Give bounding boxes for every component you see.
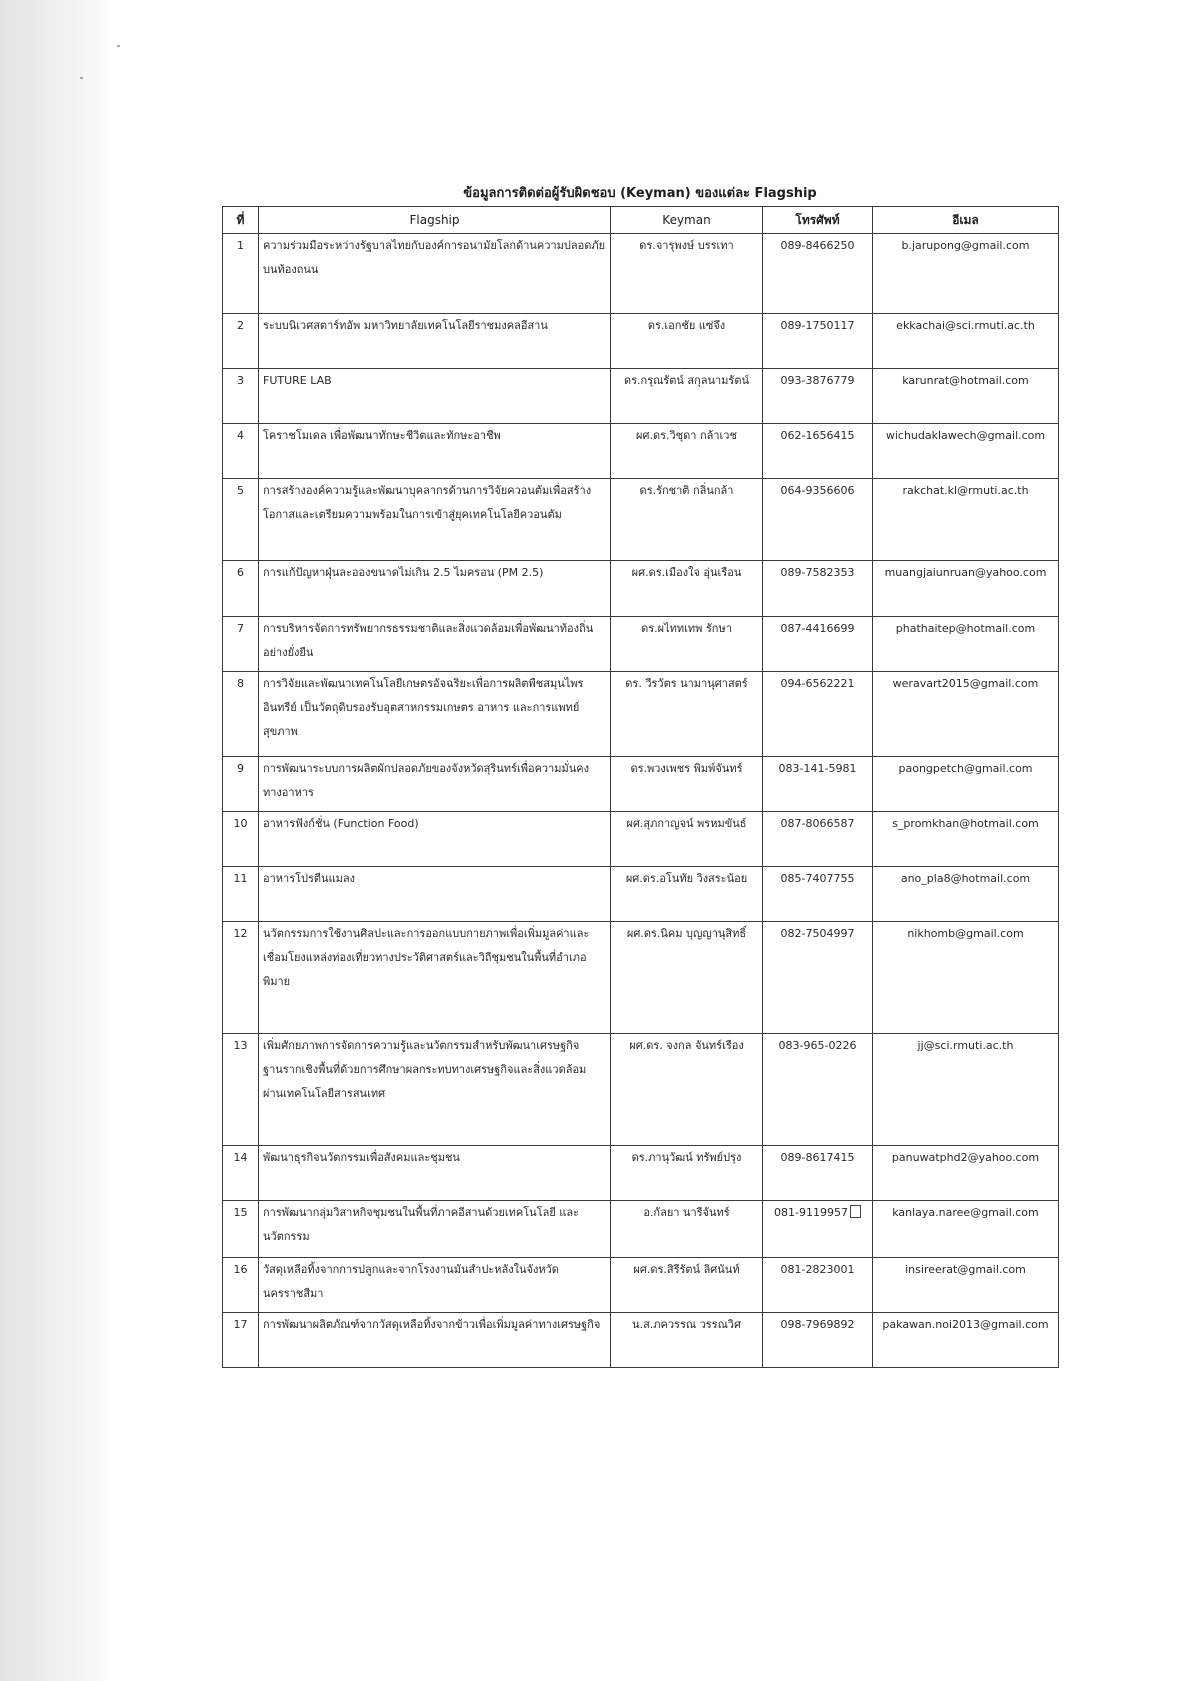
scan-speck: [80, 77, 83, 79]
cell-email: kanlaya.naree@gmail.com: [873, 1201, 1059, 1258]
cell-phone: 089-8617415: [763, 1146, 873, 1201]
header-flagship: Flagship: [259, 207, 611, 234]
cell-email: pakawan.noi2013@gmail.com: [873, 1313, 1059, 1368]
cell-phone: 089-7582353: [763, 561, 873, 617]
cell-no: 3: [223, 369, 259, 424]
cell-keyman: ผศ.ดร. จงกล จันทร์เรือง: [611, 1034, 763, 1146]
cell-no: 12: [223, 922, 259, 1034]
cell-email: rakchat.kl@rmuti.ac.th: [873, 479, 1059, 561]
phone-text: 081-9119957: [774, 1206, 848, 1219]
table-row: [223, 234, 1059, 314]
document-title: ข้อมูลการติดต่อผู้รับผิดชอบ (Keyman) ของแต่ละ Flagship: [463, 186, 817, 201]
cell-email: paongpetch@gmail.com: [873, 757, 1059, 812]
scan-shadow-edge: [0, 0, 112, 1681]
cell-no: 15: [223, 1201, 259, 1258]
cell-flagship: นวัตกรรมการใช้งานศิลปะและการออกแบบกายภาพเพื่อเพิ่มมูลค่าและเชื่อมโยงแหล่งท่องเที่ยวทางประวัติศาสตร์และวิถีชุมชนในพื้นที่อำเภอพิมาย: [259, 922, 611, 1034]
cell-phone: 089-1750117: [763, 314, 873, 369]
cell-keyman: น.ส.ภควรรณ วรรณวิศ: [611, 1313, 763, 1368]
table-row: [223, 424, 1059, 479]
cell-no: 2: [223, 314, 259, 369]
cell-phone: 085-7407755: [763, 867, 873, 922]
cell-phone: 098-7969892: [763, 1313, 873, 1368]
table-row: [223, 812, 1059, 867]
cell-email: ekkachai@sci.rmuti.ac.th: [873, 314, 1059, 369]
cell-flagship: FUTURE LAB: [259, 369, 611, 424]
cell-keyman: ผศ.ดร.นิคม บุญญานุสิทธิ์: [611, 922, 763, 1034]
cell-no: 16: [223, 1258, 259, 1313]
cell-keyman: ดร. วีรวัตร นามานุศาสตร์: [611, 672, 763, 757]
cell-keyman: ผศ.ดร.เมืองใจ อุ่นเรือน: [611, 561, 763, 617]
cell-email: insireerat@gmail.com: [873, 1258, 1059, 1313]
cell-flagship: การแก้ปัญหาฝุ่นละอองขนาดไม่เกิน 2.5 ไมครอน (PM 2.5): [259, 561, 611, 617]
cell-keyman: ดร.ผไททเทพ รักษา: [611, 617, 763, 672]
cell-no: 9: [223, 757, 259, 812]
cell-email: phathaitep@hotmail.com: [873, 617, 1059, 672]
cell-keyman: ผศ.ดร.อโนทัย วิงสระน้อย: [611, 867, 763, 922]
cell-flagship: อาหารโปรตีนแมลง: [259, 867, 611, 922]
cell-no: 4: [223, 424, 259, 479]
cell-phone: 087-8066587: [763, 812, 873, 867]
cell-keyman: ดร.พวงเพชร พิมพ์จันทร์: [611, 757, 763, 812]
table-row: [223, 757, 1059, 812]
cell-phone: 064-9356606: [763, 479, 873, 561]
cell-keyman: ดร.รักชาติ กลิ่นกล้า: [611, 479, 763, 561]
cell-phone: 093-3876779: [763, 369, 873, 424]
checkbox-square: [850, 1205, 861, 1218]
cell-email: wichudaklawech@gmail.com: [873, 424, 1059, 479]
cell-no: 6: [223, 561, 259, 617]
cell-flagship: พัฒนาธุรกิจนวัตกรรมเพื่อสังคมและชุมชน: [259, 1146, 611, 1201]
header-phone: โทรศัพท์: [763, 207, 873, 234]
table-row: [223, 479, 1059, 561]
cell-phone: [763, 1201, 873, 1258]
table-row: [223, 561, 1059, 617]
cell-flagship: การบริหารจัดการทรัพยากรธรรมชาติและสิ่งแวดล้อมเพื่อพัฒนาท้องถิ่นอย่างยั่งยืน: [259, 617, 611, 672]
table-row: [223, 369, 1059, 424]
cell-flagship: ความร่วมมือระหว่างรัฐบาลไทยกับองค์การอนามัยโลกด้านความปลอดภัยบนท้องถนน: [259, 234, 611, 314]
cell-email: nikhomb@gmail.com: [873, 922, 1059, 1034]
cell-email: ano_pla8@hotmail.com: [873, 867, 1059, 922]
keyman-contact-table: [222, 206, 1059, 1368]
cell-keyman: อ.กัลยา นารีจันทร์: [611, 1201, 763, 1258]
table-row: [223, 1146, 1059, 1201]
cell-flagship: การสร้างองค์ความรู้และพัฒนาบุคลากรด้านการวิจัยควอนตัมเพื่อสร้างโอกาสและเตรียมความพร้อมในการเข้าสู่ยุคเทคโนโลยีควอนตัม: [259, 479, 611, 561]
cell-flagship: เพิ่มศักยภาพการจัดการความรู้และนวัตกรรมสำหรับพัฒนาเศรษฐกิจฐานรากเชิงพื้นที่ด้วยการศึกษาผลกระทบทางเศรษฐกิจและสิ่งแวดล้อมผ่านเทคโนโลยีสารสนเทศ: [259, 1034, 611, 1146]
cell-flagship: การพัฒนาผลิตภัณฑ์จากวัสดุเหลือทิ้งจากข้าวเพื่อเพิ่มมูลค่าทางเศรษฐกิจ: [259, 1313, 611, 1368]
cell-keyman: ผศ.ดร.สิรีรัตน์ ลิศนันท์: [611, 1258, 763, 1313]
table-row: [223, 1313, 1059, 1368]
cell-keyman: ผศ.สุภกาญจน์ พรหมขันธ์: [611, 812, 763, 867]
table-row: [223, 617, 1059, 672]
cell-email: jj@sci.rmuti.ac.th: [873, 1034, 1059, 1146]
cell-phone: 094-6562221: [763, 672, 873, 757]
cell-keyman: ดร.จารุพงษ์ บรรเทา: [611, 234, 763, 314]
cell-flagship: ระบบนิเวศสตาร์ทอัพ มหาวิทยาลัยเทคโนโลยีราชมงคลอีสาน: [259, 314, 611, 369]
header-email: อีเมล: [873, 207, 1059, 234]
cell-phone: 089-8466250: [763, 234, 873, 314]
cell-keyman: ดร.ภานุวัฒน์ ทรัพย์ปรุง: [611, 1146, 763, 1201]
cell-phone: 082-7504997: [763, 922, 873, 1034]
table-row: [223, 1201, 1059, 1258]
table-row: [223, 672, 1059, 757]
header-no: ที่: [223, 207, 259, 234]
cell-flagship: การวิจัยและพัฒนาเทคโนโลยีเกษตรอัจฉริยะเพื่อการผลิตพืชสมุนไพรอินทรีย์ เป็นวัตถุดิบรองรับอุตสาหกรรมเกษตร อาหาร และการแพทย์สุขภาพ: [259, 672, 611, 757]
cell-phone: 083-141-5981: [763, 757, 873, 812]
table-row: [223, 1258, 1059, 1313]
cell-keyman: ผศ.ดร.วิชุดา กล้าเวช: [611, 424, 763, 479]
cell-email: s_promkhan@hotmail.com: [873, 812, 1059, 867]
cell-email: karunrat@hotmail.com: [873, 369, 1059, 424]
table-row: [223, 314, 1059, 369]
cell-phone: 062-1656415: [763, 424, 873, 479]
cell-no: 7: [223, 617, 259, 672]
cell-flagship: โคราชโมเดล เพื่อพัฒนาทักษะชีวิตและทักษะอาชีพ: [259, 424, 611, 479]
cell-no: 1: [223, 234, 259, 314]
cell-keyman: ดร.กรุณรัตน์ สกุลนามรัตน์: [611, 369, 763, 424]
cell-no: 14: [223, 1146, 259, 1201]
cell-no: 17: [223, 1313, 259, 1368]
cell-flagship: การพัฒนาระบบการผลิตผักปลอดภัยของจังหวัดสุรินทร์เพื่อความมั่นคงทางอาหาร: [259, 757, 611, 812]
cell-keyman: ดร.เอกชัย แซ่จึง: [611, 314, 763, 369]
cell-email: panuwatphd2@yahoo.com: [873, 1146, 1059, 1201]
cell-no: 5: [223, 479, 259, 561]
cell-flagship: วัสดุเหลือทิ้งจากการปลูกและจากโรงงานมันสำปะหลังในจังหวัดนครราชสีมา: [259, 1258, 611, 1313]
header-keyman: Keyman: [611, 207, 763, 234]
cell-email: b.jarupong@gmail.com: [873, 234, 1059, 314]
table-header-row: [223, 207, 1059, 234]
table-row: [223, 867, 1059, 922]
table-row: [223, 922, 1059, 1034]
cell-email: muangjaiunruan@yahoo.com: [873, 561, 1059, 617]
cell-no: 8: [223, 672, 259, 757]
cell-flagship: การพัฒนากลุ่มวิสาหกิจชุมชนในพื้นที่ภาคอีสานด้วยเทคโนโลยี และนวัตกรรม: [259, 1201, 611, 1258]
table-row: [223, 1034, 1059, 1146]
cell-phone: 087-4416699: [763, 617, 873, 672]
cell-phone: 083-965-0226: [763, 1034, 873, 1146]
cell-phone: 081-2823001: [763, 1258, 873, 1313]
cell-no: 13: [223, 1034, 259, 1146]
cell-no: 11: [223, 867, 259, 922]
cell-no: 10: [223, 812, 259, 867]
scan-speck: [117, 45, 120, 47]
cell-email: weravart2015@gmail.com: [873, 672, 1059, 757]
cell-flagship: อาหารฟังก์ชั่น (Function Food): [259, 812, 611, 867]
